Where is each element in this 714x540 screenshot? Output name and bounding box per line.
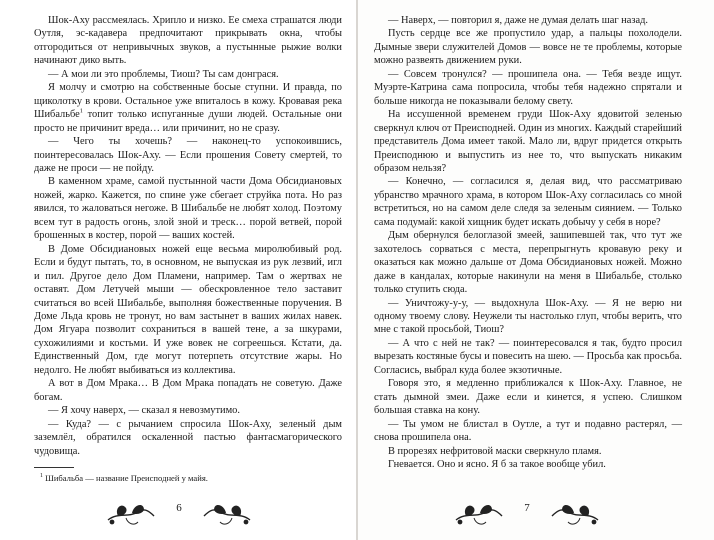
footnote-text: Шибальба — название Преисподней у майя.	[45, 472, 208, 483]
left-page-text	[34, 14, 342, 458]
paragraph-text: топит только испуганные души людей. Остальные они просто не причинит вреда… или причинит, но не сразу.	[34, 109, 342, 134]
right-page-text	[374, 14, 682, 471]
page-number: 6	[176, 502, 182, 514]
footnote-divider	[34, 467, 74, 468]
page-footer	[104, 490, 254, 530]
paragraph: — Ты умом не блистал в Оутле, а тут и подавно растерял, — снова прошипела она.	[374, 418, 682, 444]
paragraph: Гневается. Оно и ясно. Я б за такое вообще убил.	[388, 458, 606, 470]
paragraph: — Куда? — с рычанием спросила Шок-Аху, зеленый дым заземлёл, обратился оскаленной пастью фантасмагорического чудовища.	[34, 418, 342, 457]
paragraph: В прорезях нефритовой маски сверкнуло пламя.	[388, 445, 602, 457]
paragraph: — Я хочу наверх, — сказал я невозмутимо.	[48, 405, 240, 417]
paragraph-text: Я молчу и смотрю на собственные босые ступни. И правда, по щиколотку в крови. Остальное уже впиталось в кожу. Кровавая река Шибальбе	[34, 82, 342, 121]
paragraph: — Уничтожу-у-у, — выдохнула Шок-Аху. — Я не верю ни одному твоему слову. Неужели ты настолько глуп, чтобы верить, что мне с такой просьбой, Тиош?	[374, 297, 682, 336]
paragraph: — Наверх, — повторил я, даже не думая делать шаг назад.	[388, 15, 648, 26]
paragraph: В Доме Обсидиановых ножей еще весьма миролюбивый род. Если и будут пытать, то, в основном, не выпуская из рук лезвий, игл и пил. Другое дело Дом Пламени, например. Там о жертвах не оставят. Дом Летучей мыши — обескровленное тело заставит считаться во всей Шибальбе, выполняя божественные поручения. В Доме Льда кровь не тронут, но вам застынет в ваших жилах навек. Дом Ягуара позволит сохраниться в вашей тене, а за шкурами, сухожилиями и костьми. И уже вовек не согреешься. Кстати, да. Единственный Дом, где могут потерпеть отсутствие жары. Но недолго. Не любят выбиваться из коллектива.	[34, 243, 342, 376]
paragraph	[34, 81, 342, 135]
page-footer	[452, 490, 602, 530]
footnote-marker: 1	[40, 472, 43, 479]
floral-ornament-icon	[198, 490, 254, 530]
paragraph: Дым обернулся белоглазой змеей, зашипевшей так, что тут же захотелось сорваться с места, перепрыгнуть кровавую реку и оказаться как можно дальше от Дома Обсидиановых ножей. Можно даже в кандалах, которые накинули на меня в Шибальбе, столько только ступить сюда.	[374, 230, 682, 296]
footnote	[34, 471, 342, 484]
paragraph: — Конечно, — согласился я, делая вид, что рассматриваю убранство мрачного храма, в котором Шок-Аху согласилась со мной встретиться, но на самом деле следя за зеленым сиянием. — Только сама подумай: какой хищник будет искать добычу у себя в норе?	[374, 176, 682, 228]
paragraph: — Совсем тронулся? — прошипела она. — Тебя везде ищут. Муэрте-Катрина сама попросила, чтобы тебя надежно спрятали и больше никогда не показывали белому свету.	[374, 68, 682, 107]
paragraph: На иссушенной временем груди Шок-Аху ядовитой зеленью сверкнул ключ от Преисподней. Один из многих. Каждый старейший представитель Дома имеет такой. Мало ли, вдруг придется открыть Преисподнюю и выпустить из нее то, что выпускать никаким образом нельзя?	[374, 109, 682, 174]
paragraph: В каменном храме, самой пустынной части Дома Обсидиановых ножей, жарко. Кажется, по спине уже сбегает струйка пота. Но раз явился, то жаловаться негоже. В Шибальбе не любят холод. Поэтому всем тут в радость огонь, злой зной и треск… порой ветвей, порой брошенных в костер, порой — ваших костей.	[34, 176, 342, 242]
paragraph: Шок-Аху рассмеялась. Хрипло и низко. Ее смеха страшатся люди Оутля, эс-кадавера предпочитают прикрывать окна, чтобы отгородиться от непривычных звуков, а пустынные рыжие волки начинают дико выть.	[34, 15, 342, 67]
footnote-reference[interactable]: 1	[79, 107, 83, 115]
right-page	[358, 0, 714, 540]
paragraph: Говоря это, я медленно приближался к Шок-Аху. Главное, не стать дымной змеи. Даже если и кинется, я успею. Слишком большая ставка на кону.	[374, 378, 682, 417]
page-number: 7	[524, 502, 530, 514]
paragraph: Пусть сердце все же пропустило удар, а пальцы похолодели. Дымные звери служителей Домов — вовсе не те проблемы, которые можно развеять движением руки.	[374, 28, 682, 67]
paragraph: — А мои ли это проблемы, Тиош? Ты сам донграся.	[48, 68, 279, 80]
paragraph: — А что с ней не так? — поинтересовался я так, будто просил вырезать костяные бусы и повесить на шею. — Просьба как просьба. Согласись, выбрал куда более экзотичные.	[374, 337, 682, 376]
left-page	[0, 0, 356, 540]
paragraph: А вот в Дом Мрака… В Дом Мрака попадать не советую. Даже богам.	[34, 378, 342, 403]
paragraph: — Чего ты хочешь? — наконец-то успокоившись, поинтересовалась Шок-Аху. — Если прошения Совету смертей, то даже не проси — не пойду.	[34, 136, 342, 174]
floral-ornament-icon	[546, 490, 602, 530]
